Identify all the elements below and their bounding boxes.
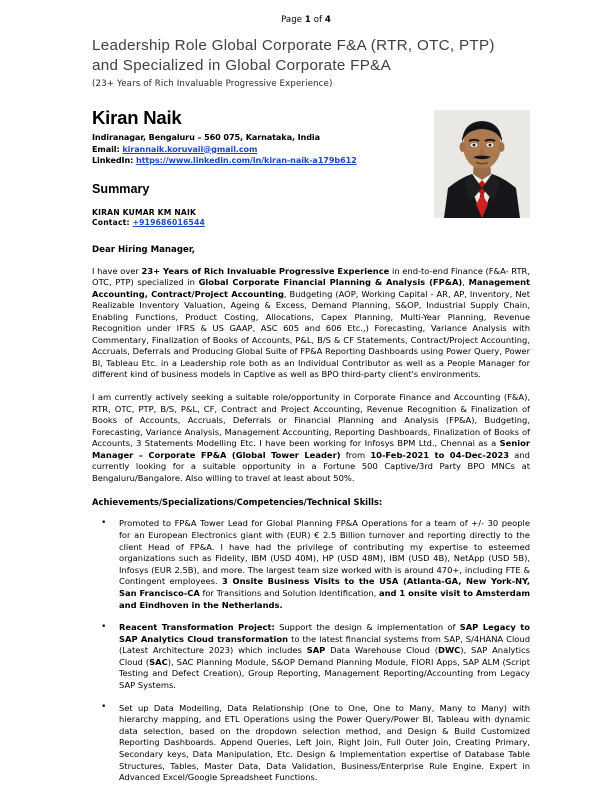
linkedin-label: LinkedIn:: [92, 155, 134, 165]
achievements-heading: Achievements/Specializations/Competencies/Technical Skills:: [92, 497, 383, 508]
candidate-name: Kiran Naik: [92, 107, 182, 128]
candidate-linkedin-row: [92, 155, 530, 167]
paragraph-experience: I have over 23+ Years of Rich Invaluable Progressive Experience in end-to-end Finance (F&A- RTR, OTC, PTP) specialized in Global Corporate Financial Planning & Analysis (FP&A), Management Accounting, Contract/Project Accounting, Budgeting (AOP, Working Capital - AR, AP, Inventory, Net Realizable Inventory Valuation, Ageing & Excess, Demand Planning, S&OP, Industrial Supply Chain, Enabling Functions, Product Costing, Allocations, Capex Planning, Multi-Year Planning, Revenue Recognition under IFRS & US GAAP, ASC 605 and 606 Etc.,) Forecasting, Variance Analysis with Commentary, Finalization of Books of Accounts, P&L, B/S & CF Statements, Contract/Project Accounting, Accruals, Deferrals and Producing Global Suite of FP&A Reporting Dashboards using Power Query, Power BI, Tableau Etc. in a Leadership role both as an Individual Contributor as well as a People Manager for different kind of business models in Captive as well as BPO third-party client's environments.: [92, 265, 531, 380]
candidate-contact-block: [92, 132, 530, 167]
list-item: • Promoted to FP&A Tower Lead for Global Planning FP&A Operations for a team of +/- 30 people for an European Electronics giant with (EUR) € 2.5 Billion turnover and reporting directly to the client Head of FP&A. I have had the privilege of contributing my expertise to esteemed organizations such as Fidelity, IBM (USD 40M), HP (USD 48M), IBM (USD 4B), NetApp (USD 5B), Infosys (EUR 2.5B), and more. The largest team size worked with is around 470+, including FTE & Contingent employees. 3 Onsite Business Visits to the USA (Atlanta-GA, New York-NY, San Francisco-CA for Transitions and Solution Identification, and 1 onsite visit to Amsterdam and Eindhoven in the Netherlands.: [92, 518, 530, 611]
summary-heading: Summary: [92, 181, 150, 196]
email-label: Email:: [92, 143, 120, 154]
content-column: [92, 36, 530, 784]
page-header-total: 4: [324, 15, 331, 25]
page-title: [92, 36, 522, 76]
salutation: Dear Hiring Manager,: [92, 244, 196, 255]
candidate-address: Indiranagar, Bengaluru – 560 075, Karnataka, India: [92, 132, 320, 142]
page-title-line-1: Leadership Role Global Corporate F&A (RTR, OTC, PTP): [92, 37, 495, 54]
page-header-mid: of: [313, 15, 323, 25]
page-header-current: 1: [304, 15, 311, 25]
signature-block: [92, 208, 530, 229]
phone-link[interactable]: +919686016544: [132, 218, 205, 227]
paragraph-seeking: I am currently actively seeking a suitable role/opportunity in Corporate Finance and Accounting (F&A), RTR, OTC, PTP, B/S, P&L, CF, Contract and Project Accounting, Revenue Recognition & Finalization of Books of Accounts, Accruals, Deferrals or Financial Planning and Analysis (FP&A), Budgeting, Forecasting, Variance Analysis, Management Accounting, Reporting Dashboards, Finalization of Books of Accounts, 3 Statements Modelling Etc. I have been working for Infosys BPM Ltd., Chennai as a Senior Manager – Corporate FP&A (Global Tower Leader) from 10-Feb-2021 to 04-Dec-2023 and currently looking for a suitable opportunity in a Fortune 500 Captive/3rd Party BPO MNCs at Bengaluru/Bangalore. Also willing to travel at least about 50%.: [92, 391, 530, 483]
signature-contact-row: [92, 218, 530, 229]
page-title-line-2: and Specialized in Global Corporate FP&A: [92, 57, 392, 74]
page-header: [0, 0, 612, 25]
list-item: • Set up Data Modelling, Data Relationship (One to One, One to Many, Many to Many) with hierarchy mapping, and ETL Operations using the Power Query/Power BI, Tableau with dynamic data selection, based on the dropdown selection method, and Design & Build Customized Reporting Dashboards. Append Queries, Left Join, Right Join, Full Outer Join, Creating Primary, Secondary keys, Data Manipulation, Etc. Design & Implementation expertise of Database Table Structures, Tables, Master Data, Data Validation, Business/Enterprise Rule Engine. Expert in Advanced Excel/Google Spreadsheet Functions.: [92, 703, 530, 784]
email-link[interactable]: kirannaik.koruvail@gmail.com: [122, 143, 258, 154]
candidate-email-row: [92, 144, 530, 156]
signature-name: KIRAN KUMAR KM NAIK: [92, 207, 197, 217]
contact-label: Contact:: [92, 218, 130, 227]
page-subtitle: (23+ Years of Rich Invaluable Progressive Experience): [92, 79, 333, 89]
list-item: • Reacent Transformation Project: Support the design & implementation of SAP Legacy to SAP Analytics Cloud transformation to the latest financial systems from SAP, S/4HANA Cloud (Latest Architecture 2023) which includes SAP Data Warehouse Cloud (DWC), SAP Analytics Cloud (SAC), SAC Planning Module, S&OP Demand Planning Module, FIORI Apps, SAP ALM (Script Testing and Defect Creation), Group Reporting, Management Reporting/Accounting from Legacy SAP Systems.: [92, 622, 530, 692]
achievements-list: [92, 518, 530, 783]
linkedin-link[interactable]: https://www.linkedin.com/in/kiran-naik-a179b612: [135, 155, 357, 165]
page-header-prefix: Page: [281, 15, 303, 25]
